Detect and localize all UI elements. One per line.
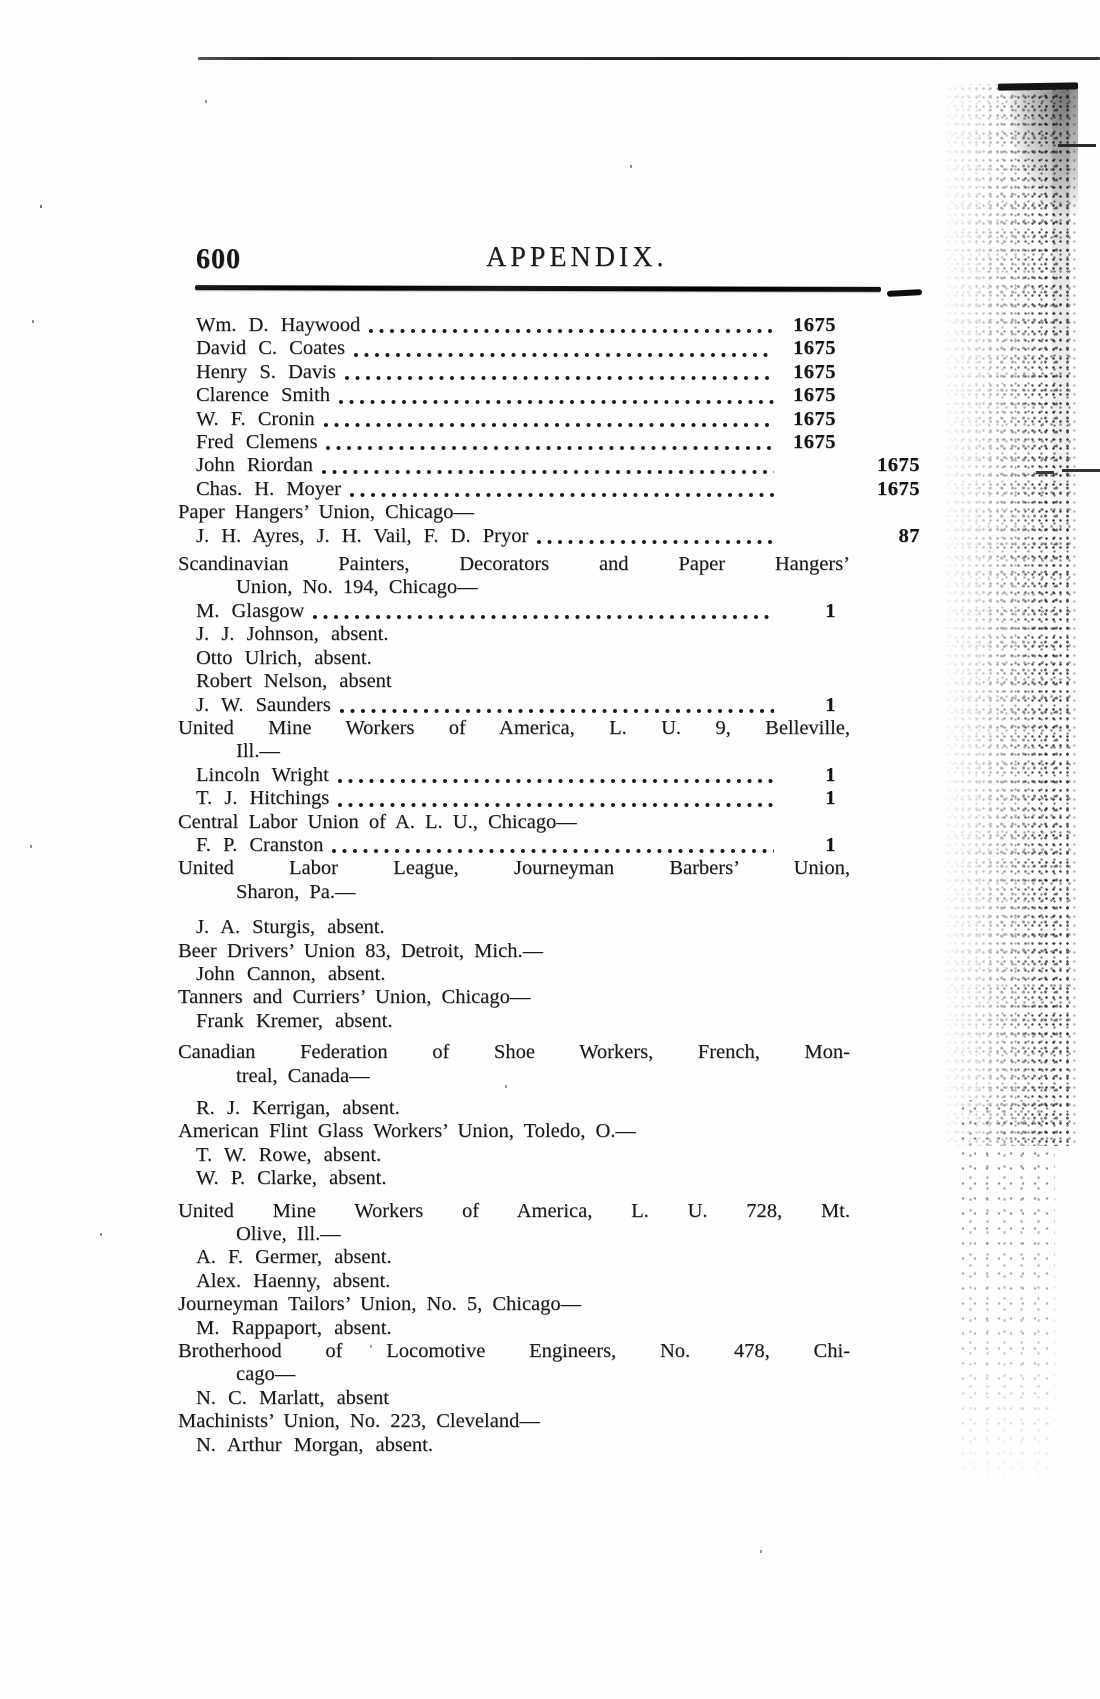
delegate-vote-row — [178, 600, 930, 623]
union-header-row — [178, 1410, 930, 1433]
delegate-vote-row — [178, 408, 930, 431]
dotted-leader — [343, 372, 774, 382]
union-header-row — [178, 1120, 930, 1143]
vote-count: 1675 — [877, 454, 920, 477]
delegate-vote-row — [178, 384, 930, 407]
scan-dash-mark — [1036, 471, 1054, 474]
union-header-continuation-row — [178, 740, 930, 763]
dotted-leader — [336, 799, 774, 809]
dotted-leader — [338, 705, 774, 715]
delegate-name: Fred Clemens — [196, 431, 318, 454]
delegate-name: J. A. Sturgis, absent. — [196, 916, 385, 939]
delegate-name: Chas. H. Moyer — [196, 477, 341, 500]
dotted-leader — [337, 396, 774, 406]
delegate-name: T. W. Rowe, absent. — [196, 1143, 382, 1166]
union-name: Brotherhood of Locomotive Engineers, No. 478, Chi- — [178, 1340, 850, 1363]
union-header-continuation-row — [178, 1363, 930, 1386]
union-name: Scandinavian Painters, Decorators and Paper Hangers’ — [178, 553, 850, 576]
dotted-leader — [311, 611, 774, 621]
delegate-absent-row — [178, 1317, 930, 1340]
vote-count: 1 — [825, 763, 836, 786]
union-header-row — [178, 501, 930, 524]
delegate-vote-row — [178, 431, 930, 454]
delegate-absent-row — [178, 647, 930, 670]
union-header-row — [178, 1041, 930, 1064]
delegate-absent-row — [178, 1387, 930, 1410]
union-name: United Labor League, Journeyman Barbers’ Union, — [178, 857, 850, 880]
union-name: Central Labor Union of A. L. U., Chicago— — [178, 810, 577, 833]
delegate-name: Henry S. Davis — [196, 360, 336, 383]
delegate-name: M. Rappaport, absent. — [196, 1316, 392, 1339]
union-name: United Mine Workers of America, L. U. 728, Mt. — [178, 1199, 850, 1222]
delegate-name: J. H. Ayres, J. H. Vail, F. D. Pryor — [196, 524, 529, 547]
delegate-absent-row — [178, 1010, 930, 1033]
scan-noise-band-lower — [955, 1100, 1055, 1495]
page-title: APPENDIX. — [486, 242, 668, 273]
union-name: Journeyman Tailors’ Union, No. 5, Chicago— — [178, 1293, 582, 1316]
union-name-continued: Ill.— — [236, 740, 280, 763]
vote-count: 1675 — [793, 384, 836, 407]
delegate-name: F. P. Cranston — [196, 833, 324, 856]
dotted-leader — [352, 349, 774, 359]
vote-count: 1675 — [793, 314, 836, 336]
delegate-vote-row — [178, 787, 930, 810]
scan-dash-mark — [1058, 144, 1096, 147]
scan-dash-mark — [1062, 469, 1100, 472]
union-name-continued: cago— — [236, 1363, 296, 1386]
union-name-continued: Sharon, Pa.— — [236, 880, 356, 903]
union-header-continuation-row — [178, 881, 930, 904]
union-name: Tanners and Curriers’ Union, Chicago— — [178, 986, 531, 1009]
union-name: Machinists’ Union, No. 223, Cleveland— — [178, 1410, 540, 1433]
union-header-row — [178, 857, 930, 880]
union-header-continuation-row — [178, 1065, 930, 1088]
delegate-vote-row — [178, 834, 930, 857]
vote-count: 1675 — [793, 407, 836, 430]
union-name: Beer Drivers’ Union 83, Detroit, Mich.— — [178, 939, 544, 962]
union-header-row — [178, 717, 930, 740]
delegate-absent-row — [178, 1097, 930, 1120]
delegate-name: Wm. D. Haywood — [196, 314, 361, 336]
union-header-continuation-row — [178, 576, 930, 599]
vote-count: 1675 — [793, 431, 836, 454]
dotted-leader — [336, 775, 774, 785]
delegate-vote-row — [178, 314, 930, 337]
vote-count: 1 — [825, 599, 836, 622]
vote-count: 1 — [825, 693, 836, 716]
page-top-rule — [198, 57, 1100, 60]
delegate-name: N. C. Marlatt, absent — [196, 1386, 389, 1409]
vote-count: 1 — [825, 833, 836, 856]
union-name: American Flint Glass Workers’ Union, Toledo, O.— — [178, 1120, 636, 1143]
delegate-absent-row — [178, 670, 930, 693]
vote-count: 1675 — [793, 360, 836, 383]
delegate-name: R. J. Kerrigan, absent. — [196, 1097, 400, 1119]
union-header-row — [178, 1293, 930, 1316]
delegate-name: W. P. Clarke, absent. — [196, 1167, 387, 1190]
delegate-absent-row — [178, 1144, 930, 1167]
dotted-leader — [324, 442, 774, 452]
union-header-row — [178, 553, 930, 576]
dotted-leader — [367, 325, 774, 335]
page-number: 600 — [196, 244, 241, 275]
dotted-leader — [348, 489, 774, 499]
delegate-name: Robert Nelson, absent — [196, 670, 392, 693]
dotted-leader — [322, 419, 774, 429]
union-name-continued: Olive, Ill.— — [236, 1223, 341, 1246]
delegate-name: Lincoln Wright — [196, 763, 329, 786]
union-header-row — [178, 811, 930, 834]
delegate-absent-row — [178, 1270, 930, 1293]
delegate-absent-row — [178, 1246, 930, 1269]
delegate-absent-row — [178, 1434, 930, 1457]
delegate-vote-row — [178, 694, 930, 717]
delegate-vote-row — [178, 525, 930, 548]
delegate-name: N. Arthur Morgan, absent. — [196, 1433, 433, 1456]
delegate-name: John Riordan — [196, 454, 313, 477]
delegate-name: Frank Kremer, absent. — [196, 1009, 393, 1032]
vote-count: 1675 — [793, 337, 836, 360]
delegate-name: Alex. Haenny, absent. — [196, 1269, 391, 1292]
delegate-vote-row — [178, 337, 930, 360]
union-header-row — [178, 1200, 930, 1223]
delegate-absent-row — [178, 963, 930, 986]
dotted-leader — [320, 466, 774, 476]
dotted-leader — [535, 536, 774, 546]
delegate-name: T. J. Hitchings — [196, 787, 330, 810]
delegate-name: M. Glasgow — [196, 599, 305, 622]
scan-streak — [1052, 90, 1070, 590]
vote-count: 1675 — [877, 477, 920, 500]
delegate-name: J. J. Johnson, absent. — [196, 623, 389, 646]
delegate-vote-row — [178, 454, 930, 477]
delegate-name: Otto Ulrich, absent. — [196, 646, 372, 669]
delegate-vote-row — [178, 764, 930, 787]
union-header-row — [178, 1340, 930, 1363]
header-rule-dash — [887, 289, 922, 297]
header-rule — [195, 285, 881, 292]
delegate-name: Clarence Smith — [196, 384, 330, 407]
delegate-name: David C. Coates — [196, 337, 345, 360]
union-name-continued: Union, No. 194, Chicago— — [236, 576, 478, 599]
union-name: Canadian Federation of Shoe Workers, French, Mon- — [178, 1041, 850, 1064]
union-name: Paper Hangers’ Union, Chicago— — [178, 501, 474, 524]
union-name-continued: treal, Canada— — [236, 1064, 370, 1087]
delegate-absent-row — [178, 623, 930, 646]
union-header-row — [178, 940, 930, 963]
delegate-name: John Cannon, absent. — [196, 962, 386, 985]
delegate-vote-list — [178, 314, 930, 1457]
running-head — [0, 238, 1100, 288]
union-name: United Mine Workers of America, L. U. 9, Belleville, — [178, 716, 850, 739]
delegate-vote-row — [178, 361, 930, 384]
scan-specks — [40, 205, 42, 208]
delegate-name: A. F. Germer, absent. — [196, 1246, 392, 1269]
union-header-continuation-row — [178, 1223, 930, 1246]
delegate-absent-row — [178, 1167, 930, 1190]
delegate-absent-row — [178, 916, 930, 939]
union-header-row — [178, 986, 930, 1009]
delegate-name: J. W. Saunders — [196, 693, 331, 716]
delegate-vote-row — [178, 478, 930, 501]
delegate-name: W. F. Cronin — [196, 407, 315, 430]
vote-count: 1 — [825, 787, 836, 810]
dotted-leader — [330, 845, 774, 855]
vote-count: 87 — [898, 524, 920, 547]
